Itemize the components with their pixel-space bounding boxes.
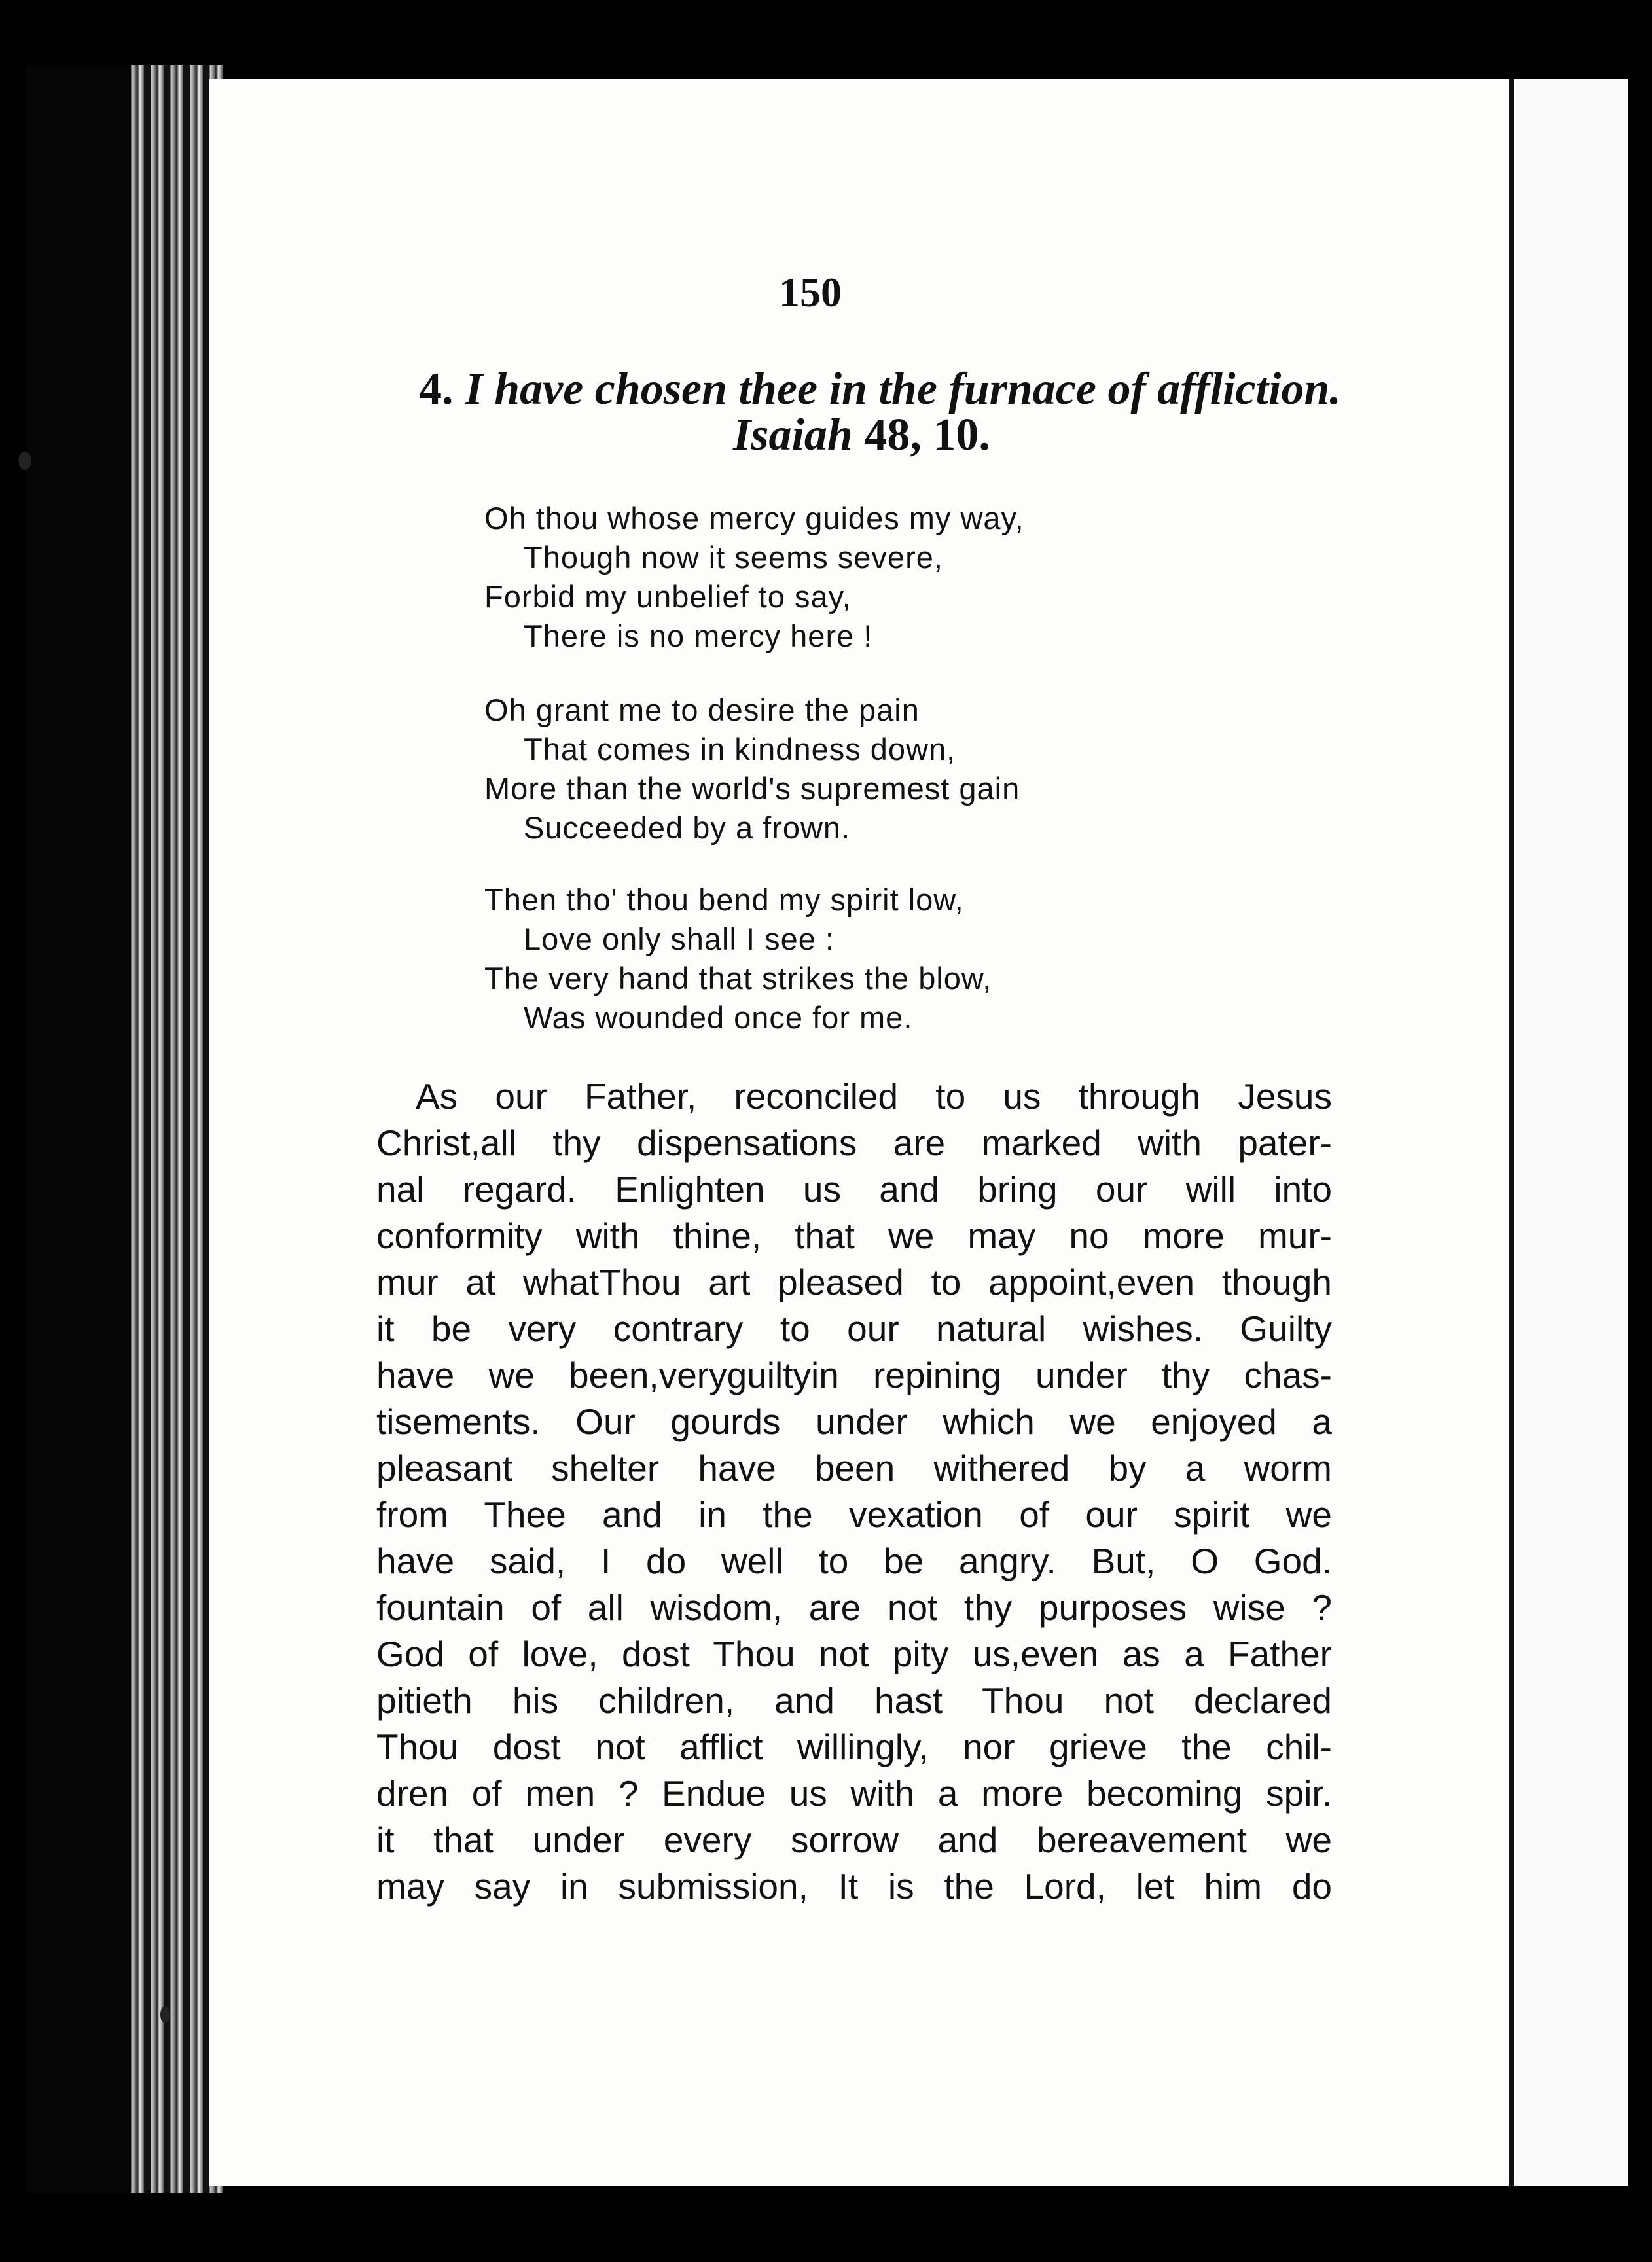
hymn-line: The very hand that strikes the blow, xyxy=(484,961,992,996)
hymn-stanza xyxy=(484,691,1139,848)
prayer-line: tisements. Our gourds under which we enjoyed a xyxy=(376,1401,1332,1442)
prayer-line: As our Father, reconciled to us through Jesus xyxy=(416,1076,1332,1117)
prayer-line: pitieth his children, and hast Thou not declared xyxy=(376,1680,1332,1721)
hymn-line: Then tho' thou bend my spirit low, xyxy=(484,882,964,917)
hymn-stanza xyxy=(484,880,1139,1037)
section-heading xyxy=(419,363,1401,416)
hymn-line: Was wounded once for me. xyxy=(524,1000,913,1035)
prayer-line: from Thee and in the vexation of our spirit we xyxy=(376,1494,1332,1535)
hymn-line: Oh thou whose mercy guides my way, xyxy=(484,501,1024,535)
section-number: 4. xyxy=(419,364,454,414)
prayer-line: conformity with thine, that we may no more mur- xyxy=(376,1215,1332,1256)
prayer-line: have we been,veryguiltyin repining under thy chas- xyxy=(376,1355,1332,1395)
hymn-line: More than the world's supremest gain xyxy=(484,771,1020,806)
hymn-line: Oh grant me to desire the pain xyxy=(484,692,920,727)
hymn-line: Succeeded by a frown. xyxy=(524,810,851,845)
prayer-line: it be very contrary to our natural wishes. Guilty xyxy=(376,1308,1332,1349)
prayer-line: mur at whatThou art pleased to appoint,even though xyxy=(376,1262,1332,1302)
hymn-line: Love only shall I see : xyxy=(524,922,835,956)
prayer-paragraph xyxy=(376,1073,1332,1910)
prayer-line: have said, I do well to be angry. But, O God. xyxy=(376,1541,1332,1581)
hymn-line: That comes in kindness down, xyxy=(524,732,956,766)
prayer-line: nal regard. Enlighten us and bring our will into xyxy=(376,1169,1332,1210)
hymn-line: Forbid my unbelief to say, xyxy=(484,579,852,614)
reference-book: Isaiah xyxy=(733,410,853,460)
page-number: 150 xyxy=(779,269,842,315)
prayer-line: God of love, dost Thou not pity us,even as a Father xyxy=(376,1634,1332,1674)
section-title: I have chosen thee in the furnace of affliction. xyxy=(465,364,1341,414)
scripture-reference xyxy=(733,409,1060,461)
prayer-line: may say in submission, It is the Lord, let him do xyxy=(376,1866,1332,1907)
prayer-line: Christ,all thy dispensations are marked with pater- xyxy=(376,1122,1332,1163)
reference-verse: 48, 10. xyxy=(864,410,990,460)
prayer-line: Thou dost not afflict willingly, nor grieve the chil- xyxy=(376,1727,1332,1767)
hymn-line: Though now it seems severe, xyxy=(524,540,943,575)
prayer-line: pleasant shelter have been withered by a worm xyxy=(376,1448,1332,1488)
prayer-line: it that under every sorrow and bereavement we xyxy=(376,1820,1332,1860)
hymn-stanza xyxy=(484,499,1139,656)
prayer-line: dren of men ? Endue us with a more becoming spir. xyxy=(376,1773,1332,1814)
prayer-line: fountain of all wisdom, are not thy purposes wise ? xyxy=(376,1587,1332,1628)
hymn-line: There is no mercy here ! xyxy=(524,619,873,653)
